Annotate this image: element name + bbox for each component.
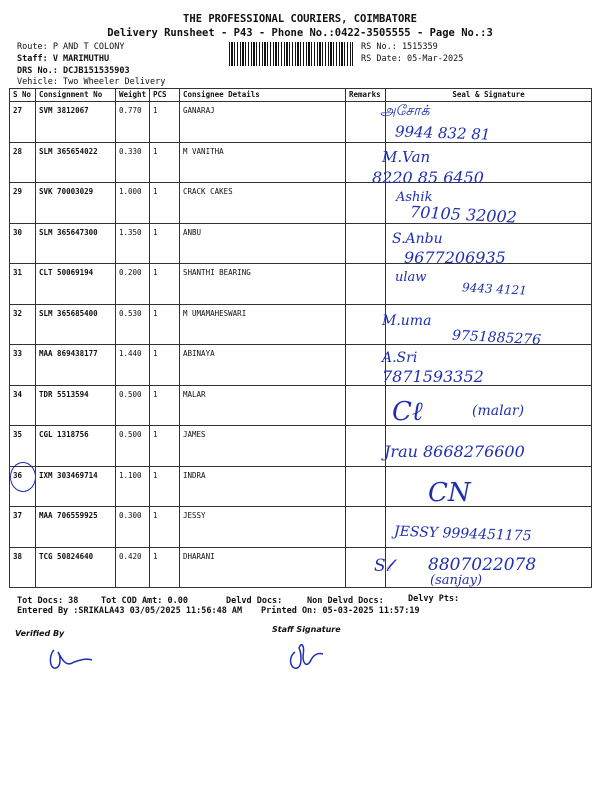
row-consignee: DHARANI [180,547,346,588]
row-consignment: SVM 3812067 [36,102,116,143]
row-sno: 32 [10,304,36,345]
row-pcs: 1 [150,264,180,305]
signature-34-mark: Cℓ [392,397,423,427]
staff-label: Staff: V MARIMUTHU [17,54,110,64]
signature-29-name: Ashik [396,190,433,205]
barcode [229,42,353,66]
row-sno: 36 [10,466,36,507]
row-consignee: ABINAYA [180,345,346,386]
signature-27-name: அசோக் [380,103,430,119]
row-remarks [346,223,386,264]
row-weight: 0.500 [116,426,150,467]
row-consignment: SVK 70003029 [36,183,116,224]
row-pcs: 1 [150,223,180,264]
signature-34-name: (malar) [472,403,525,419]
row-remarks [346,426,386,467]
signature-27-phone: 9944 832 81 [394,122,491,144]
row-pcs: 1 [150,385,180,426]
signature-32-name: M.uma [382,313,432,329]
signature-38-mark: S𝓁 [374,556,392,576]
col-consignee: Consignee Details [180,89,346,102]
row-pcs: 1 [150,345,180,386]
runsheet-subtitle: Delivery Runsheet - P43 - Phone No.:0422-3505555 - Page No.:3 [107,27,493,39]
row-weight: 0.300 [116,507,150,548]
row-weight: 0.420 [116,547,150,588]
row-consignment: SLM 365647300 [36,223,116,264]
staff-signature-label: Staff Signature [272,625,341,634]
total-cod: Tot COD Amt: 0.00 [101,596,188,606]
signature-28-name: M.Van [382,148,431,166]
row-consignee: JAMES [180,426,346,467]
row-remarks [346,385,386,426]
row-consignee: INDRA [180,466,346,507]
row-signature [386,466,592,507]
row-consignee: GANARAJ [180,102,346,143]
row-consignment: MAA 869438177 [36,345,116,386]
row-sno: 31 [10,264,36,305]
row-consignment: MAA 706559925 [36,507,116,548]
rs-number: RS No.: 1515359 [361,42,438,52]
signature-33-name: A.Sri [382,350,418,366]
row-sno: 38 [10,547,36,588]
row-consignment: TDR 5513594 [36,385,116,426]
row-consignee: M VANITHA [180,142,346,183]
row-weight: 0.530 [116,304,150,345]
row-remarks [346,507,386,548]
row-pcs: 1 [150,507,180,548]
non-delivered-docs: Non Delvd Docs: [307,596,384,606]
signature-37: JESSY 9994451175 [393,523,532,545]
signature-35: Jrau 8668276600 [384,442,525,461]
table-row [10,102,592,143]
signature-28-phone: 8220 85 6450 [372,168,484,187]
drs-label: DRS No.: DCJB151535903 [17,66,130,76]
printed-on: Printed On: 05-03-2025 11:57:19 [261,606,420,616]
row-consignee: MALAR [180,385,346,426]
col-sno: S No [10,89,36,102]
row-sno: 35 [10,426,36,467]
col-weight: Weight [116,89,150,102]
row-sno: 30 [10,223,36,264]
row-sno: 34 [10,385,36,426]
staff-signature [283,638,343,674]
row-consignment: SLM 365654022 [36,142,116,183]
col-signature: Seal & Signature [386,89,592,102]
row-sno: 29 [10,183,36,224]
row-consignment: CLT 50069194 [36,264,116,305]
row-pcs: 1 [150,547,180,588]
vehicle-label: Vehicle: Two Wheeler Delivery [17,77,166,87]
row-sno: 28 [10,142,36,183]
col-consignment: Consignment No [36,89,116,102]
row-pcs: 1 [150,183,180,224]
row-sno: 27 [10,102,36,143]
row-pcs: 1 [150,304,180,345]
row-pcs: 1 [150,142,180,183]
row-weight: 0.770 [116,102,150,143]
table-row [10,345,592,386]
row-pcs: 1 [150,426,180,467]
row-pcs: 1 [150,102,180,143]
row-consignee: SHANTHI BEARING [180,264,346,305]
row-consignee: M UMAMAHESWARI [180,304,346,345]
signature-38-name: (sanjay) [430,573,483,588]
delivered-docs: Delvd Docs: [226,596,283,606]
table-row [10,142,592,183]
col-remarks: Remarks [346,89,386,102]
total-docs: Tot Docs: 38 [17,596,79,606]
row-consignment: CGL 1318756 [36,426,116,467]
row-consignee: ANBU [180,223,346,264]
row-remarks [346,264,386,305]
row-weight: 0.330 [116,142,150,183]
row-consignment: TCG 50824640 [36,547,116,588]
verifier-signature [40,642,100,676]
row-consignment: IXM 303469714 [36,466,116,507]
row-remarks [346,466,386,507]
row-weight: 1.100 [116,466,150,507]
signature-29-phone: 70105 32002 [409,202,518,227]
verified-by-label: Verified By [15,629,65,638]
rs-date: RS Date: 05-Mar-2025 [361,54,464,64]
row-weight: 1.440 [116,345,150,386]
delivery-points: Delvy Pts: [408,594,460,604]
row-pcs: 1 [150,466,180,507]
row-weight: 0.500 [116,385,150,426]
row-remarks [346,345,386,386]
col-pcs: PCS [150,89,180,102]
row-sno: 33 [10,345,36,386]
signature-38-phone: 8807022078 [428,555,537,575]
row-weight: 1.350 [116,223,150,264]
signature-30-name: S.Anbu [392,231,443,247]
entered-by: Entered By :SRIKALA43 03/05/2025 11:56:48 AM [17,606,243,616]
signature-36: CN [428,478,471,508]
company-title: THE PROFESSIONAL COURIERS, COIMBATORE [183,13,417,25]
row-weight: 0.200 [116,264,150,305]
row-consignee: JESSY [180,507,346,548]
signature-33-phone: 7871593352 [382,367,484,386]
signature-32-phone: 9751885276 [451,327,542,349]
row-remarks [346,304,386,345]
signature-31-name: ulaw [395,270,427,285]
signature-31-phone: 9443 4121 [461,280,528,298]
row-sno: 37 [10,507,36,548]
row-36-circle-mark [10,462,36,492]
table-row [10,466,592,507]
row-remarks [346,183,386,224]
table-header-row [10,89,592,102]
row-consignee: CRACK CAKES [180,183,346,224]
row-weight: 1.000 [116,183,150,224]
route-label: Route: P AND T COLONY [17,42,125,52]
signature-30-phone: 9677206935 [404,248,506,267]
row-consignment: SLM 365685400 [36,304,116,345]
